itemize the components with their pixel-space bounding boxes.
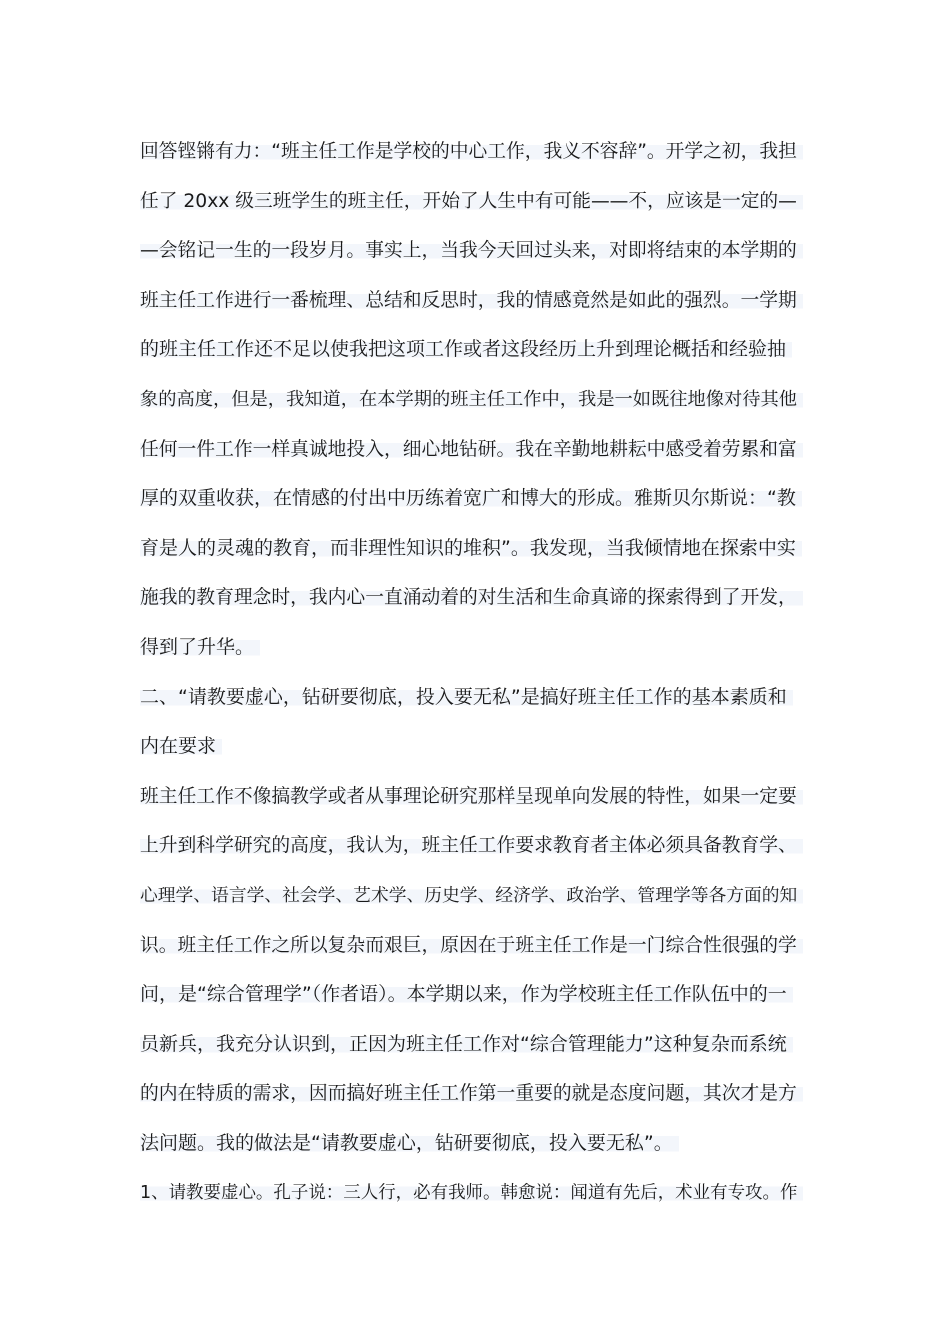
text-line — [140, 127, 810, 177]
text-line — [140, 1119, 810, 1169]
text-line — [140, 325, 810, 375]
text-line — [140, 772, 810, 822]
text-line-content: 班主任工作进行一番梳理、总结和反思时，我的情感竟然是如此的强烈。一学期 — [140, 290, 803, 311]
text-line — [140, 524, 810, 574]
text-line — [140, 226, 810, 276]
text-line-content: —会铭记一生的一段岁月。事实上，当我今天回过头来，对即将结束的本学期的 — [140, 240, 803, 261]
text-line-content: 内在要求 — [140, 735, 222, 757]
text-line-content: 育是人的灵魂的教育，而非理性知识的堆积”。我发现，当我倾情地在探索中实 — [140, 537, 802, 559]
text-line — [140, 1020, 810, 1070]
text-line-content: 班主任工作不像搞教学或者从事理论研究那样呈现单向发展的特性，如果一定要 — [140, 786, 803, 807]
text-line-content: 厚的双重收获，在情感的付出中历练着宽广和博大的形成。雅斯贝尔斯说：“教 — [140, 487, 802, 509]
text-line-content: 得到了升华。 — [140, 636, 260, 658]
text-line — [140, 821, 810, 871]
text-line — [140, 1168, 810, 1218]
text-line-content: 员新兵，我充分认识到，正因为班主任工作对“综合管理能力”这种复杂而系统 — [140, 1033, 793, 1055]
text-line — [140, 921, 810, 971]
body-text — [140, 127, 810, 1218]
text-line — [140, 425, 810, 475]
text-line — [140, 722, 810, 772]
text-line-content: 象的高度，但是，我知道，在本学期的班主任工作中，我是一如既往地像对待其他 — [140, 389, 803, 410]
text-line-content: 识。班主任工作之所以复杂而艰巨，原因在于班主任工作是一门综合性很强的学 — [140, 935, 803, 956]
text-line-content: 法问题。我的做法是“请教要虚心，钻研要彻底，投入要无私”。 — [140, 1132, 679, 1154]
text-line — [140, 375, 810, 425]
text-line-content: 施我的教育理念时，我内心一直涌动着的对生活和生命真谛的探索得到了开发， — [140, 587, 803, 608]
text-line-content: 任何一件工作一样真诚地投入，细心地钻研。我在辛勤地耕耘中感受着劳累和富 — [140, 439, 803, 460]
text-line-content: 上升到科学研究的高度，我认为，班主任工作要求教育者主体必须具备教育学、 — [140, 835, 803, 856]
text-line-content: 任了 20xx 级三班学生的班主任，开始了人生中有可能——不，应该是一定的— — [140, 191, 803, 212]
text-line — [140, 474, 810, 524]
text-line-content: 问，是“综合管理学”（作者语）。本学期以来，作为学校班主任工作队伍中的一 — [140, 983, 793, 1005]
text-line-content: 的内在特质的需求，因而搞好班主任工作第一重要的就是态度问题，其次才是方 — [140, 1083, 803, 1104]
text-line — [140, 177, 810, 227]
text-line-content: 1、请教要虚心。孔子说：三人行，必有我师。韩愈说：闻道有先后，术业有专攻。作 — [140, 1183, 803, 1203]
text-line — [140, 673, 810, 723]
text-line — [140, 623, 810, 673]
text-line — [140, 1069, 810, 1119]
text-line — [140, 573, 810, 623]
text-line-content: 二、“请教要虚心，钻研要彻底，投入要无私”是搞好班主任工作的基本素质和 — [140, 686, 793, 708]
text-line — [140, 871, 810, 921]
text-line-content: 的班主任工作还不足以使我把这项工作或者这段经历上升到理论概括和经验抽 — [140, 338, 792, 360]
text-line-content: 回答铿锵有力：“班主任工作是学校的中心工作，我义不容辞”。开学之初，我担 — [140, 141, 803, 162]
text-line — [140, 970, 810, 1020]
text-line — [140, 276, 810, 326]
text-line-content: 心理学、语言学、社会学、艺术学、历史学、经济学、政治学、管理学等各方面的知 — [140, 886, 803, 906]
